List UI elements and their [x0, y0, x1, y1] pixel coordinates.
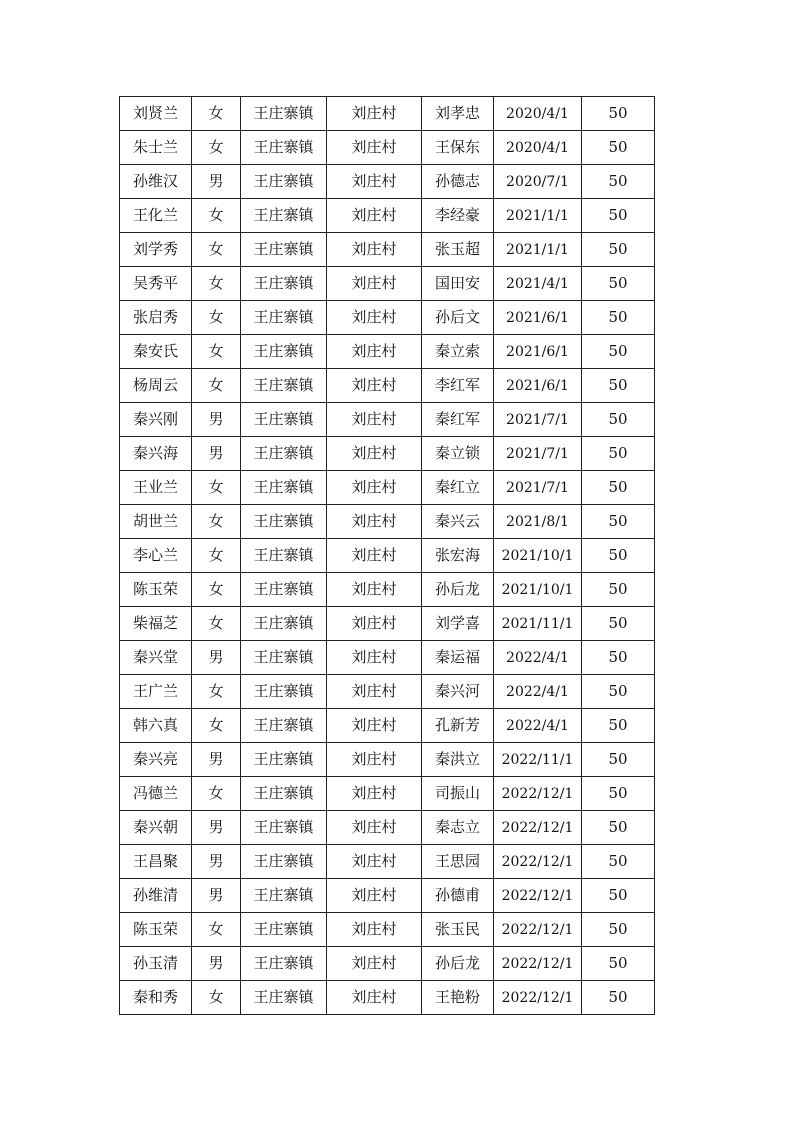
cell-village: 刘庄村 [327, 369, 422, 403]
cell-name: 王广兰 [120, 675, 192, 709]
cell-amount: 50 [582, 301, 655, 335]
cell-town: 王庄寨镇 [241, 505, 327, 539]
cell-town: 王庄寨镇 [241, 471, 327, 505]
cell-contact: 李经豪 [422, 199, 494, 233]
cell-date: 2021/6/1 [494, 335, 582, 369]
cell-town: 王庄寨镇 [241, 233, 327, 267]
cell-date: 2021/6/1 [494, 301, 582, 335]
cell-name: 杨周云 [120, 369, 192, 403]
cell-amount: 50 [582, 131, 655, 165]
cell-contact: 王艳粉 [422, 981, 494, 1015]
cell-name: 秦兴海 [120, 437, 192, 471]
cell-gender: 女 [192, 369, 241, 403]
cell-gender: 女 [192, 607, 241, 641]
table-row [120, 437, 655, 471]
cell-amount: 50 [582, 471, 655, 505]
cell-gender: 男 [192, 437, 241, 471]
cell-name: 陈玉荣 [120, 573, 192, 607]
cell-gender: 男 [192, 947, 241, 981]
cell-date: 2021/10/1 [494, 539, 582, 573]
cell-contact: 秦红军 [422, 403, 494, 437]
records-body [120, 97, 655, 1015]
cell-contact: 孙后龙 [422, 947, 494, 981]
table-row [120, 573, 655, 607]
cell-date: 2022/12/1 [494, 981, 582, 1015]
table-row [120, 709, 655, 743]
cell-amount: 50 [582, 165, 655, 199]
cell-village: 刘庄村 [327, 777, 422, 811]
cell-name: 秦兴朝 [120, 811, 192, 845]
cell-amount: 50 [582, 845, 655, 879]
cell-town: 王庄寨镇 [241, 131, 327, 165]
cell-gender: 女 [192, 267, 241, 301]
table-row [120, 233, 655, 267]
cell-name: 秦兴亮 [120, 743, 192, 777]
cell-amount: 50 [582, 811, 655, 845]
table-row [120, 301, 655, 335]
cell-amount: 50 [582, 913, 655, 947]
cell-contact: 孙后龙 [422, 573, 494, 607]
cell-contact: 张宏海 [422, 539, 494, 573]
cell-contact: 秦志立 [422, 811, 494, 845]
cell-contact: 秦立锁 [422, 437, 494, 471]
cell-gender: 女 [192, 471, 241, 505]
cell-contact: 秦红立 [422, 471, 494, 505]
cell-date: 2021/10/1 [494, 573, 582, 607]
cell-gender: 男 [192, 403, 241, 437]
cell-village: 刘庄村 [327, 335, 422, 369]
cell-town: 王庄寨镇 [241, 947, 327, 981]
cell-amount: 50 [582, 437, 655, 471]
cell-date: 2022/12/1 [494, 811, 582, 845]
cell-village: 刘庄村 [327, 301, 422, 335]
cell-amount: 50 [582, 777, 655, 811]
cell-village: 刘庄村 [327, 165, 422, 199]
table-row [120, 777, 655, 811]
cell-date: 2020/4/1 [494, 131, 582, 165]
table-row [120, 845, 655, 879]
cell-date: 2022/4/1 [494, 675, 582, 709]
cell-village: 刘庄村 [327, 879, 422, 913]
cell-name: 孙玉清 [120, 947, 192, 981]
cell-gender: 女 [192, 199, 241, 233]
cell-date: 2020/4/1 [494, 97, 582, 131]
cell-gender: 女 [192, 301, 241, 335]
cell-town: 王庄寨镇 [241, 641, 327, 675]
cell-village: 刘庄村 [327, 607, 422, 641]
table-row [120, 947, 655, 981]
cell-town: 王庄寨镇 [241, 267, 327, 301]
cell-town: 王庄寨镇 [241, 573, 327, 607]
cell-town: 王庄寨镇 [241, 675, 327, 709]
cell-name: 陈玉荣 [120, 913, 192, 947]
cell-contact: 秦立索 [422, 335, 494, 369]
cell-name: 柴福芝 [120, 607, 192, 641]
cell-date: 2022/4/1 [494, 641, 582, 675]
cell-town: 王庄寨镇 [241, 539, 327, 573]
cell-town: 王庄寨镇 [241, 437, 327, 471]
cell-contact: 王保东 [422, 131, 494, 165]
cell-name: 刘学秀 [120, 233, 192, 267]
cell-village: 刘庄村 [327, 505, 422, 539]
cell-village: 刘庄村 [327, 743, 422, 777]
cell-contact: 李红军 [422, 369, 494, 403]
cell-town: 王庄寨镇 [241, 199, 327, 233]
cell-name: 孙维清 [120, 879, 192, 913]
cell-gender: 男 [192, 743, 241, 777]
table-row [120, 675, 655, 709]
cell-contact: 张玉民 [422, 913, 494, 947]
cell-amount: 50 [582, 233, 655, 267]
cell-village: 刘庄村 [327, 573, 422, 607]
cell-amount: 50 [582, 369, 655, 403]
cell-contact: 王思园 [422, 845, 494, 879]
table-row [120, 335, 655, 369]
cell-village: 刘庄村 [327, 403, 422, 437]
table-row [120, 811, 655, 845]
cell-date: 2021/7/1 [494, 471, 582, 505]
cell-village: 刘庄村 [327, 233, 422, 267]
cell-date: 2021/7/1 [494, 437, 582, 471]
cell-village: 刘庄村 [327, 845, 422, 879]
table-row [120, 539, 655, 573]
cell-amount: 50 [582, 607, 655, 641]
cell-town: 王庄寨镇 [241, 913, 327, 947]
cell-date: 2021/11/1 [494, 607, 582, 641]
cell-village: 刘庄村 [327, 267, 422, 301]
cell-gender: 男 [192, 845, 241, 879]
cell-village: 刘庄村 [327, 947, 422, 981]
cell-date: 2021/1/1 [494, 199, 582, 233]
cell-gender: 女 [192, 335, 241, 369]
table-row [120, 641, 655, 675]
cell-amount: 50 [582, 539, 655, 573]
cell-gender: 女 [192, 505, 241, 539]
cell-town: 王庄寨镇 [241, 981, 327, 1015]
table-row [120, 131, 655, 165]
table-row [120, 403, 655, 437]
cell-name: 秦兴刚 [120, 403, 192, 437]
cell-amount: 50 [582, 709, 655, 743]
cell-contact: 司振山 [422, 777, 494, 811]
cell-town: 王庄寨镇 [241, 97, 327, 131]
cell-gender: 女 [192, 777, 241, 811]
cell-town: 王庄寨镇 [241, 301, 327, 335]
cell-amount: 50 [582, 97, 655, 131]
cell-amount: 50 [582, 947, 655, 981]
cell-name: 秦兴堂 [120, 641, 192, 675]
records-table [119, 96, 655, 1015]
table-row [120, 913, 655, 947]
cell-gender: 女 [192, 131, 241, 165]
cell-village: 刘庄村 [327, 471, 422, 505]
cell-amount: 50 [582, 641, 655, 675]
cell-date: 2021/4/1 [494, 267, 582, 301]
cell-town: 王庄寨镇 [241, 777, 327, 811]
cell-town: 王庄寨镇 [241, 335, 327, 369]
cell-amount: 50 [582, 743, 655, 777]
cell-date: 2022/4/1 [494, 709, 582, 743]
cell-gender: 女 [192, 913, 241, 947]
cell-date: 2021/7/1 [494, 403, 582, 437]
cell-village: 刘庄村 [327, 131, 422, 165]
cell-name: 张启秀 [120, 301, 192, 335]
cell-name: 吴秀平 [120, 267, 192, 301]
cell-town: 王庄寨镇 [241, 879, 327, 913]
cell-town: 王庄寨镇 [241, 709, 327, 743]
cell-name: 胡世兰 [120, 505, 192, 539]
cell-contact: 孙德志 [422, 165, 494, 199]
cell-date: 2022/12/1 [494, 845, 582, 879]
cell-amount: 50 [582, 505, 655, 539]
table-row [120, 607, 655, 641]
cell-contact: 张玉超 [422, 233, 494, 267]
cell-gender: 男 [192, 165, 241, 199]
cell-village: 刘庄村 [327, 437, 422, 471]
cell-name: 李心兰 [120, 539, 192, 573]
cell-name: 冯德兰 [120, 777, 192, 811]
cell-village: 刘庄村 [327, 709, 422, 743]
cell-name: 秦和秀 [120, 981, 192, 1015]
cell-contact: 刘学喜 [422, 607, 494, 641]
cell-name: 韩六真 [120, 709, 192, 743]
cell-date: 2022/12/1 [494, 947, 582, 981]
cell-contact: 秦运福 [422, 641, 494, 675]
cell-date: 2021/8/1 [494, 505, 582, 539]
cell-town: 王庄寨镇 [241, 403, 327, 437]
cell-contact: 刘孝忠 [422, 97, 494, 131]
table-row [120, 505, 655, 539]
cell-town: 王庄寨镇 [241, 165, 327, 199]
cell-gender: 女 [192, 709, 241, 743]
cell-date: 2022/11/1 [494, 743, 582, 777]
cell-name: 王化兰 [120, 199, 192, 233]
cell-contact: 秦兴云 [422, 505, 494, 539]
cell-village: 刘庄村 [327, 97, 422, 131]
cell-town: 王庄寨镇 [241, 743, 327, 777]
cell-amount: 50 [582, 675, 655, 709]
cell-village: 刘庄村 [327, 199, 422, 233]
cell-village: 刘庄村 [327, 539, 422, 573]
cell-date: 2022/12/1 [494, 879, 582, 913]
cell-gender: 女 [192, 233, 241, 267]
cell-amount: 50 [582, 981, 655, 1015]
cell-date: 2021/1/1 [494, 233, 582, 267]
cell-town: 王庄寨镇 [241, 607, 327, 641]
cell-village: 刘庄村 [327, 913, 422, 947]
cell-contact: 孙德甫 [422, 879, 494, 913]
cell-gender: 女 [192, 539, 241, 573]
cell-gender: 女 [192, 981, 241, 1015]
cell-amount: 50 [582, 879, 655, 913]
table-row [120, 743, 655, 777]
cell-date: 2021/6/1 [494, 369, 582, 403]
cell-village: 刘庄村 [327, 675, 422, 709]
table-row [120, 199, 655, 233]
cell-amount: 50 [582, 199, 655, 233]
cell-gender: 女 [192, 675, 241, 709]
table-row [120, 981, 655, 1015]
cell-name: 王昌聚 [120, 845, 192, 879]
cell-name: 刘贤兰 [120, 97, 192, 131]
cell-date: 2022/12/1 [494, 777, 582, 811]
cell-contact: 秦兴河 [422, 675, 494, 709]
cell-gender: 男 [192, 641, 241, 675]
table-row [120, 267, 655, 301]
cell-amount: 50 [582, 403, 655, 437]
cell-town: 王庄寨镇 [241, 811, 327, 845]
cell-gender: 女 [192, 97, 241, 131]
cell-gender: 男 [192, 879, 241, 913]
cell-amount: 50 [582, 335, 655, 369]
cell-contact: 国田安 [422, 267, 494, 301]
cell-name: 朱士兰 [120, 131, 192, 165]
cell-town: 王庄寨镇 [241, 845, 327, 879]
cell-contact: 秦洪立 [422, 743, 494, 777]
cell-village: 刘庄村 [327, 981, 422, 1015]
cell-gender: 女 [192, 573, 241, 607]
cell-contact: 孔新芳 [422, 709, 494, 743]
cell-village: 刘庄村 [327, 641, 422, 675]
cell-amount: 50 [582, 573, 655, 607]
table-row [120, 165, 655, 199]
cell-date: 2022/12/1 [494, 913, 582, 947]
cell-name: 孙维汉 [120, 165, 192, 199]
table-row [120, 879, 655, 913]
cell-town: 王庄寨镇 [241, 369, 327, 403]
table-row [120, 471, 655, 505]
cell-date: 2020/7/1 [494, 165, 582, 199]
cell-gender: 男 [192, 811, 241, 845]
cell-contact: 孙后文 [422, 301, 494, 335]
cell-name: 王业兰 [120, 471, 192, 505]
cell-village: 刘庄村 [327, 811, 422, 845]
cell-name: 秦安氏 [120, 335, 192, 369]
cell-amount: 50 [582, 267, 655, 301]
table-row [120, 369, 655, 403]
table-row [120, 97, 655, 131]
